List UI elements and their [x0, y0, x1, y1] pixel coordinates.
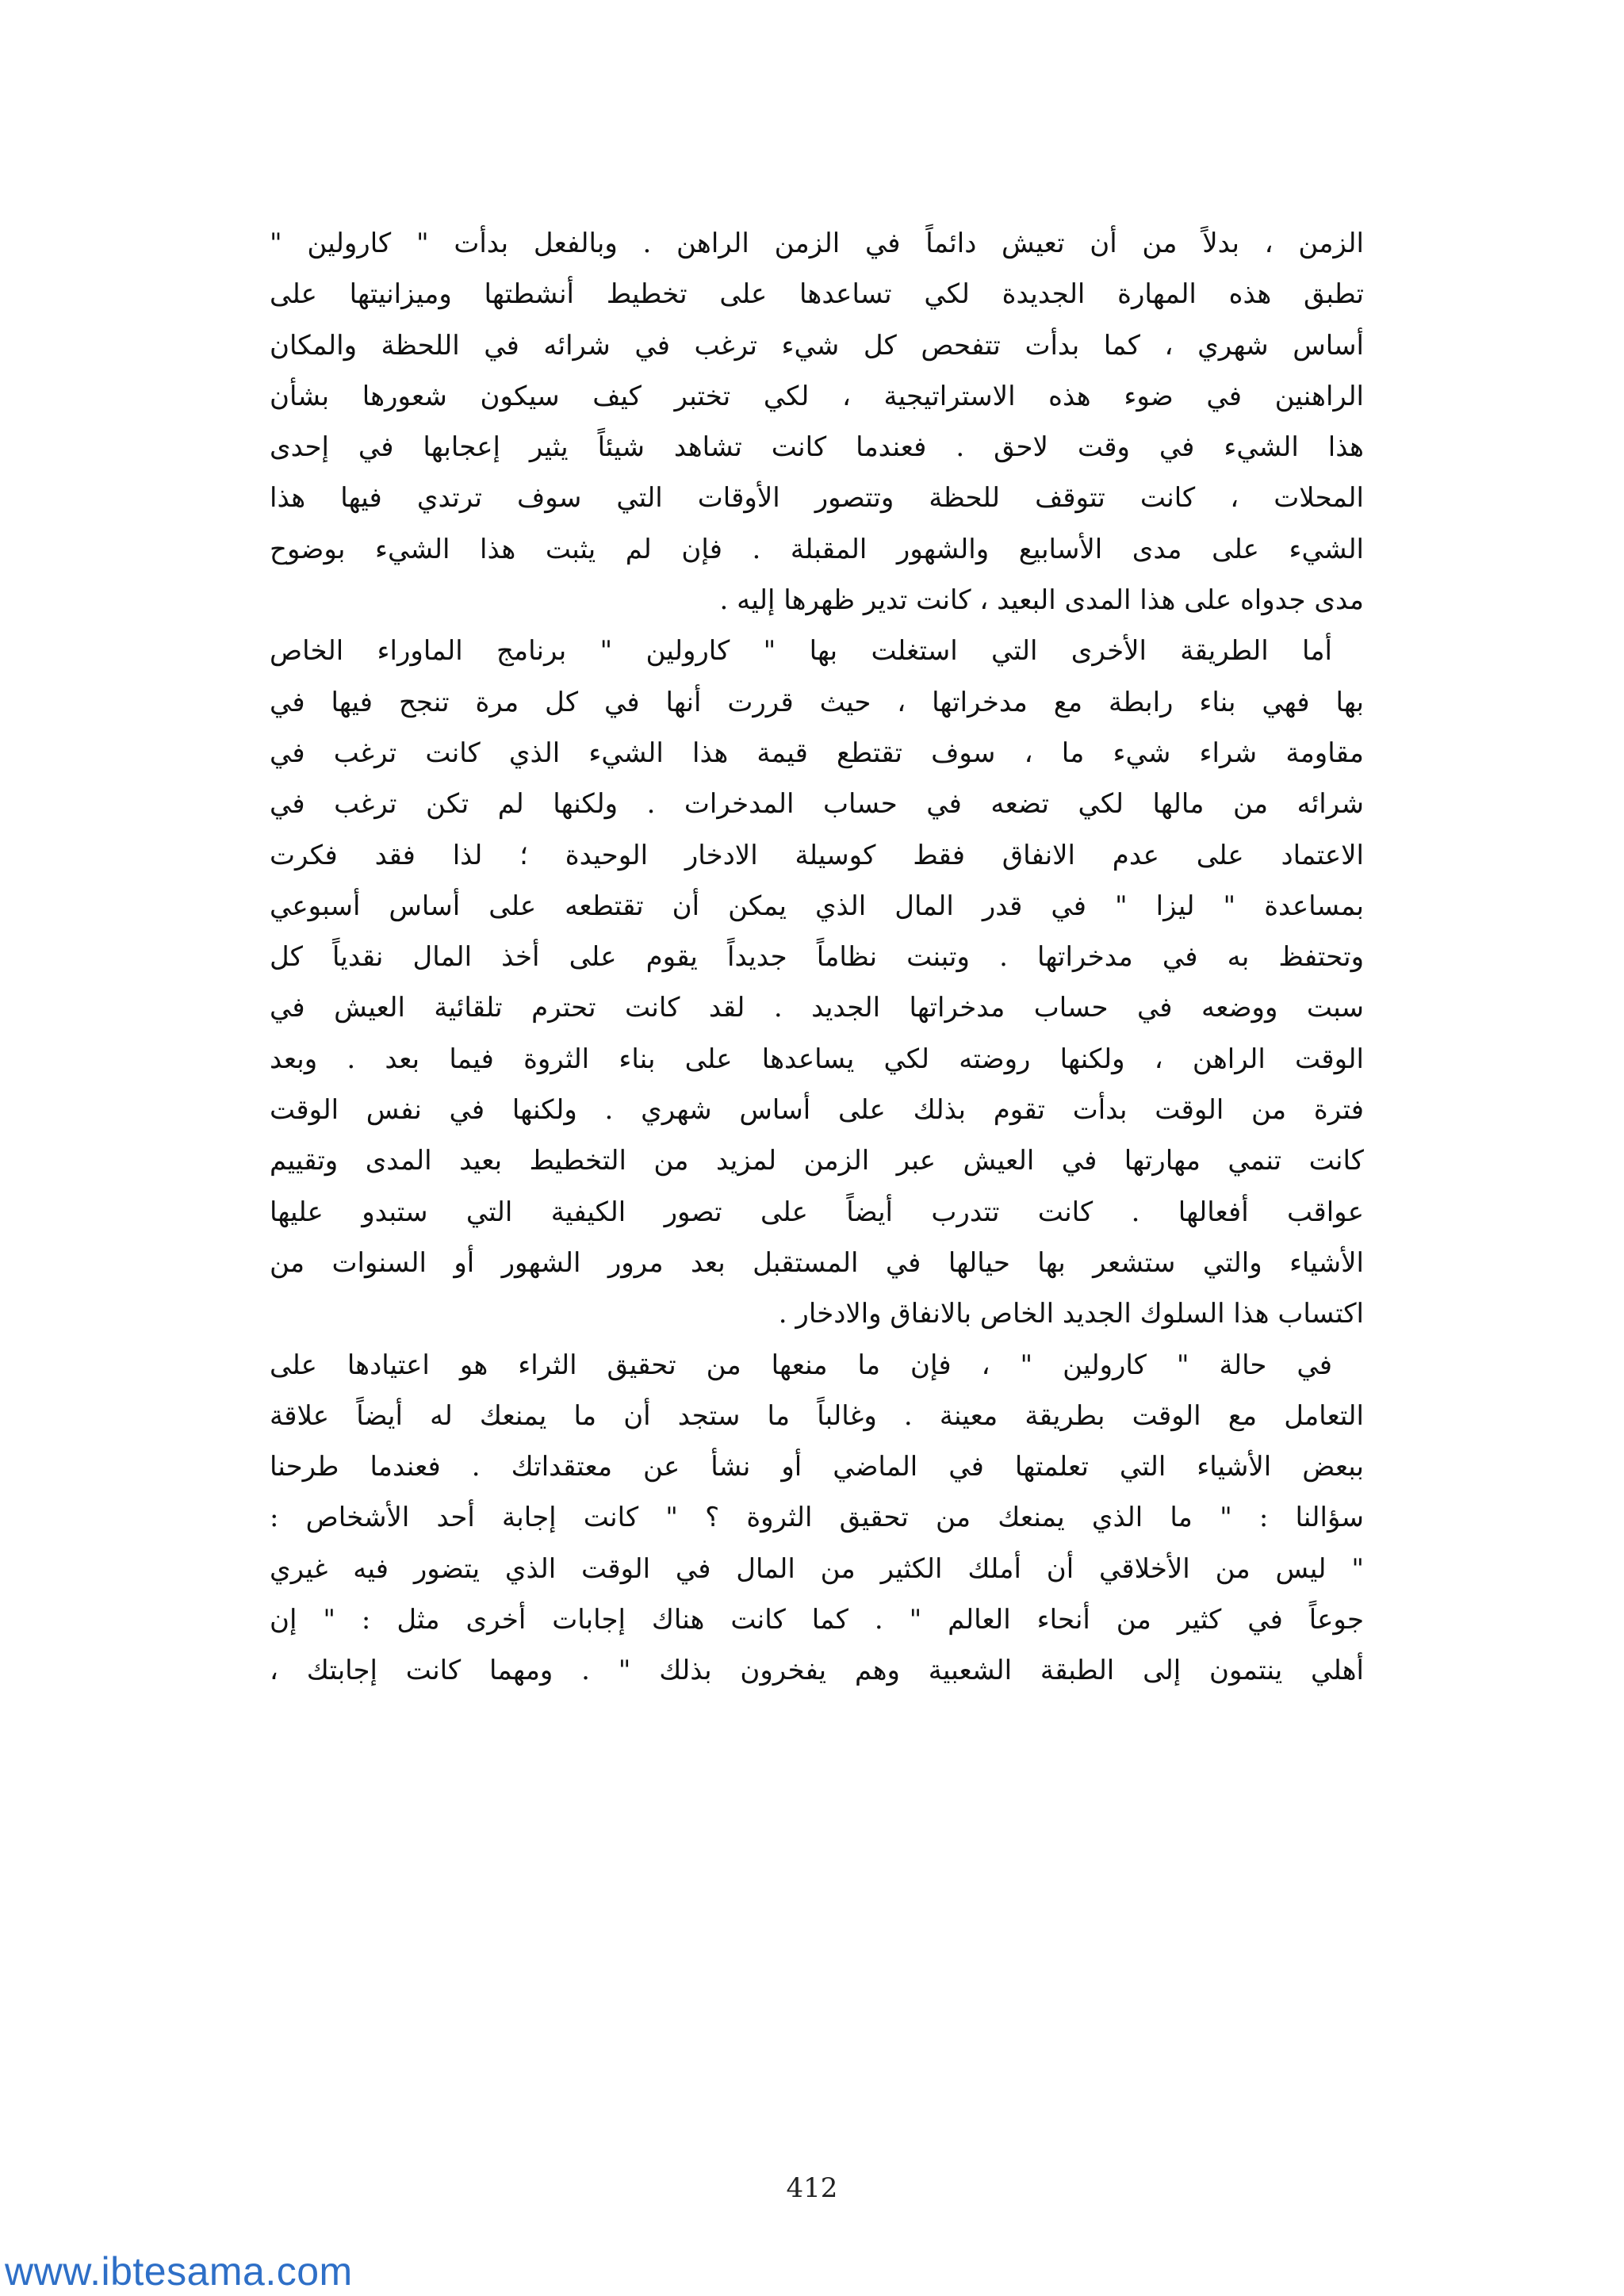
text-line: كانت تنمي مهارتها في العيش عبر الزمن لمزيد من التخطيط بعيد المدى وتقييم [270, 1145, 1364, 1177]
text-line: شرائه من مالها لكي تضعه في حساب المدخرات . ولكنها لم تكن ترغب في [270, 788, 1364, 821]
text-line: الاعتماد على عدم الانفاق فقط كوسيلة الادخار الوحيدة ؛ لذا فقد فكرت [270, 839, 1364, 871]
text-line: سؤالنا : " ما الذي يمنعك من تحقيق الثروة ؟ " كانت إجابة أحد الأشخاص : [270, 1502, 1364, 1534]
text-line: أما الطريقة الأخرى التي استغلت بها " كارولين " برنامج الماوراء الخاص [270, 635, 1332, 668]
text-line: التعامل مع الوقت بطريقة معينة . وغالباً ما ستجد أن ما يمنعك له أيضاً علاقة [270, 1399, 1364, 1432]
text-line: الوقت الراهن ، ولكنها روضته لكي يساعدها على بناء الثروة فيما بعد . وبعد [270, 1043, 1364, 1075]
page-number: 412 [786, 2172, 838, 2204]
text-line: هذا الشيء في وقت لاحق . فعندما كانت تشاهد شيئاً يثير إعجابها في إحدى [270, 431, 1364, 464]
text-line: في حالة " كارولين " ، فإن ما منعها من تحقيق الثراء هو اعتيادها على [270, 1349, 1332, 1381]
text-line: " ليس من الأخلاقي أن أملك الكثير من المال في الوقت الذي يتضور فيه غيري [270, 1552, 1364, 1585]
text-line: بها فهي بناء رابطة مع مدخراتها ، حيث قررت أنها في كل مرة تنجح فيها في [270, 686, 1364, 718]
text-line: الأشياء والتي ستشعر بها حيالها في المستقبل بعد مرور الشهور أو السنوات من [270, 1246, 1364, 1279]
text-line: اكتساب هذا السلوك الجديد الخاص بالانفاق والادخار . [778, 1298, 1364, 1330]
text-line: فترة من الوقت بدأت تقوم بذلك على أساس شهري . ولكنها في نفس الوقت [270, 1094, 1364, 1127]
text-line: أهلي ينتمون إلى الطبقة الشعبية وهم يفخرون بذلك " . ومهما كانت إجابتك ، [270, 1655, 1364, 1687]
text-line: سبت ووضعه في حساب مدخراتها الجديد . لقد كانت تحترم تلقائية العيش في [270, 992, 1364, 1024]
text-line: الزمن ، بدلاً من أن تعيش دائماً في الزمن الراهن . وبالفعل بدأت " كارولين " [270, 228, 1364, 259]
text-line: وتحتفظ به في مدخراتها . وتبنت نظاماً جديداً يقوم على أخذ المال نقدياً كل [270, 941, 1364, 974]
text-line: بمساعدة " ليزا " في قدر المال الذي يمكن أن تقتطعه على أساس أسبوعي [270, 890, 1364, 922]
text-line: مقاومة شراء شيء ما ، سوف تقتطع قيمة هذا الشيء الذي كانت ترغب في [270, 737, 1364, 769]
text-line: الشيء على مدى الأسابيع والشهور المقبلة . فإن لم يثبت هذا الشيء بوضوح [270, 533, 1364, 565]
text-line: جوعاً في كثير من أنحاء العالم " . كما كانت هناك إجابات أخرى مثل : " إن [270, 1604, 1364, 1636]
text-line: الراهنين في ضوء هذه الاستراتيجية ، لكي تختبر كيف سيكون شعورها بشأن [270, 380, 1364, 412]
text-line: ببعض الأشياء التي تعلمتها في الماضي أو نشأ عن معتقداتك . فعندما طرحنا [270, 1451, 1364, 1483]
text-line: تطبق هذه المهارة الجديدة لكي تساعدها على تخطيط أنشطتها وميزانيتها على [270, 278, 1364, 311]
text-line: مدى جدواه على هذا المدى البعيد ، كانت تدير ظهرها إليه . [719, 584, 1364, 617]
site-watermark[interactable]: www.ibtesama.com [5, 2249, 353, 2294]
text-line: عواقب أفعالها . كانت تتدرب أيضاً على تصور الكيفية التي ستبدو عليها [270, 1196, 1364, 1228]
text-line: أساس شهري ، كما بدأت تتفحص كل شيء ترغب في شرائه في اللحظة والمكان [270, 329, 1364, 362]
text-line: المحلات ، كانت تتوقف للحظة وتتصور الأوقات التي سوف ترتدي فيها هذا [270, 482, 1364, 515]
body-text [270, 218, 1364, 1954]
